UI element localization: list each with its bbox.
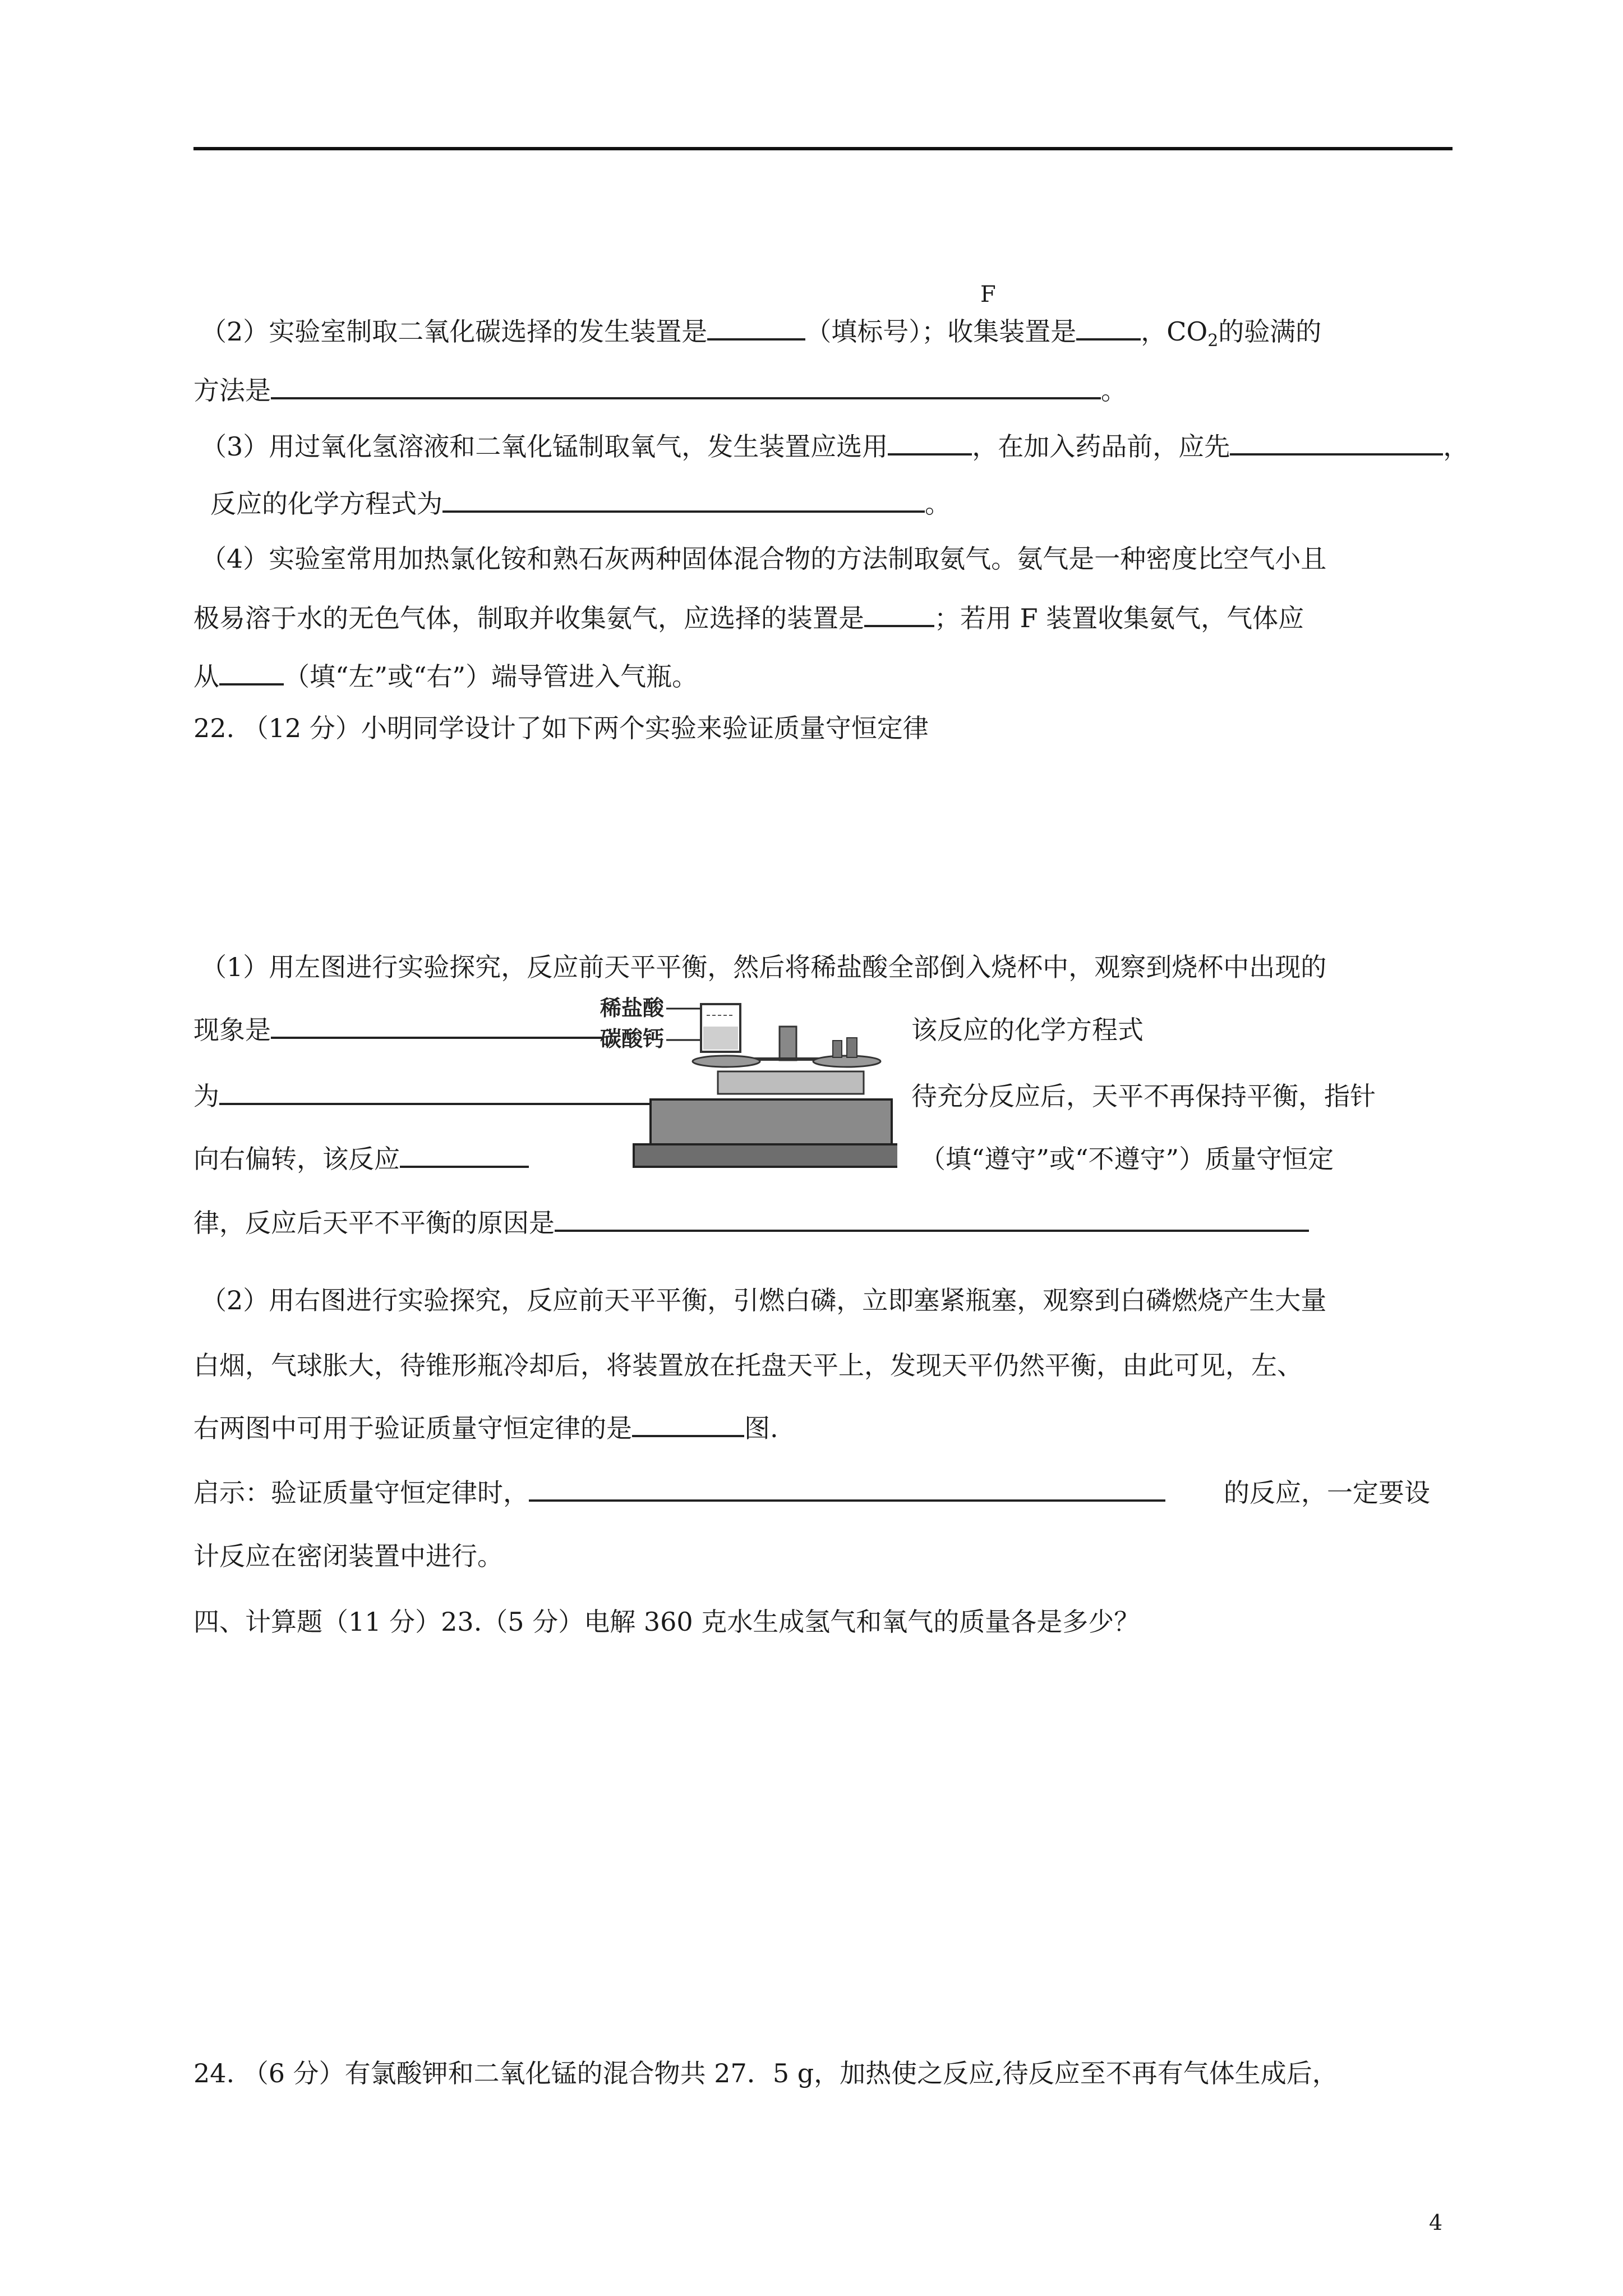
hint-line1-right: 的反应，一定要设 (1224, 1478, 1430, 1508)
answer-blank[interactable] (555, 1207, 1309, 1232)
balance-foot (634, 1144, 897, 1167)
answer-blank[interactable] (1076, 316, 1141, 341)
q21-2-text1: （2）实验室制取二氧化碳选择的发生装置是 (201, 316, 708, 347)
q21-4-line2-text: 极易溶于水的无色气体，制取并收集氨气，应选择的装置是 (193, 603, 864, 633)
q21-4-line2-text2: ；若用 F 装置收集氨气，气体应 (934, 603, 1304, 633)
answer-blank[interactable] (219, 661, 284, 685)
q22-2-line3-text2: 图. (744, 1413, 778, 1443)
balance-pillar (780, 1027, 796, 1060)
q21-2-line2-text: 方法是 (193, 375, 271, 406)
q21-3-line2 (210, 484, 951, 521)
q22-2-line1: （2）用右图进行实验探究，反应前天平平衡，引燃白磷，立即塞紧瓶塞，观察到白磷燃烧产生大量 (201, 1285, 1327, 1315)
q22-1-line5 (193, 1203, 1309, 1240)
q21-4-line3-text2: （填“左”或“右”）端导管进入气瓶。 (284, 661, 698, 692)
header-mark: F (980, 282, 996, 307)
q21-4-line3-text: 从 (193, 661, 219, 692)
q22-1-line4 (193, 1139, 529, 1176)
beaker-icon (701, 1004, 740, 1052)
balance-figure (600, 993, 897, 1178)
scale-rail (718, 1071, 864, 1094)
q22-1-line1: （1）用左图进行实验探究，反应前天平平衡，然后将稀盐酸全部倒入烧杯中，观察到烧杯中出现的 (201, 952, 1327, 982)
q22-1-line3-right: 待充分反应后，天平不再保持平衡，指针 (911, 1081, 1376, 1111)
q21-4-line2 (193, 598, 1304, 635)
answer-blank[interactable] (888, 431, 972, 455)
answer-blank[interactable] (864, 602, 934, 627)
hint-line2: 计反应在密闭装置中进行。 (193, 1541, 503, 1571)
q22-1-line2-right: 该反应的化学方程式 (911, 1015, 1144, 1045)
q22-1-line2 (193, 1010, 602, 1047)
q22-1-line3 (193, 1076, 668, 1113)
q21-3-line1 (201, 426, 1469, 463)
q22-1-line2-text: 现象是 (193, 1015, 271, 1045)
answer-blank[interactable] (529, 1477, 1165, 1502)
q22-2-line3 (193, 1408, 778, 1445)
answer-blank[interactable] (442, 488, 925, 513)
q22-1-line5-text: 律，反应后天平不平衡的原因是 (193, 1208, 555, 1238)
figure-label-caco3: 碳酸钙 (600, 1027, 665, 1051)
period: 。 (1101, 375, 1127, 406)
q21-4-line1: （4）实验室常用加热氯化铵和熟石灰两种固体混合物的方法制取氨气。氨气是一种密度比空气小且 (201, 544, 1327, 574)
q21-3-line2-text: 反应的化学方程式为 (210, 489, 442, 519)
page-number: 4 (1429, 2210, 1443, 2235)
figure-label-hcl: 稀盐酸 (600, 996, 665, 1020)
answer-blank[interactable] (707, 316, 805, 341)
q22-title: 22. （12 分）小明同学设计了如下两个实验来验证质量守恒定律 (193, 713, 929, 743)
answer-blank[interactable] (400, 1143, 529, 1168)
hint-line1 (193, 1473, 1165, 1510)
answer-blank[interactable] (1230, 431, 1443, 455)
q22-2-line2: 白烟，气球胀大，待锥形瓶冷却后，将装置放在托盘天平上，发现天平仍然平衡，由此可见，左、 (193, 1350, 1303, 1381)
comma: ， (1443, 431, 1469, 462)
period: 。 (925, 489, 951, 519)
q21-2-text3: ，CO (1141, 316, 1208, 347)
answer-blank[interactable] (271, 1014, 602, 1039)
header-rule (193, 147, 1453, 150)
q21-2-line2 (193, 370, 1127, 407)
balance-base (651, 1099, 892, 1144)
q22-1-line3-text: 为 (193, 1081, 219, 1111)
section-4-heading: 四、计算题（11 分）23.（5 分）电解 360 克水生成氢气和氧气的质量各是多少？ (193, 1607, 1140, 1637)
left-pan (693, 1056, 760, 1067)
q21-4-line3 (193, 656, 698, 693)
q24-line1: 24. （6 分）有氯酸钾和二氧化锰的混合物共 27．5 g，加热使之反应,待反应至不再有气体生成后， (193, 2058, 1338, 2088)
q21-3-text2: ，在加入药品前，应先 (972, 431, 1230, 462)
q21-2-text2: （填标号）；收集装置是 (805, 316, 1077, 347)
q22-1-line4-text: 向右偏转，该反应 (193, 1144, 400, 1174)
q21-3-text1: （3）用过氧化氢溶液和二氧化锰制取氧气，发生装置应选用 (201, 431, 888, 462)
q21-2-text4: 的验满的 (1218, 316, 1322, 347)
hint-text: 启示：验证质量守恒定律时， (193, 1478, 529, 1508)
q22-2-line3-text: 右两图中可用于验证质量守恒定律的是 (193, 1413, 632, 1443)
co2-subscript: 2 (1207, 331, 1219, 351)
weights-icon (833, 1038, 857, 1057)
answer-blank[interactable] (271, 375, 1101, 399)
q22-1-line4-right: （填“遵守”或“不遵守”）质量守恒定 (920, 1144, 1334, 1174)
answer-blank[interactable] (632, 1412, 744, 1437)
q21-2-line1 (201, 311, 1321, 351)
